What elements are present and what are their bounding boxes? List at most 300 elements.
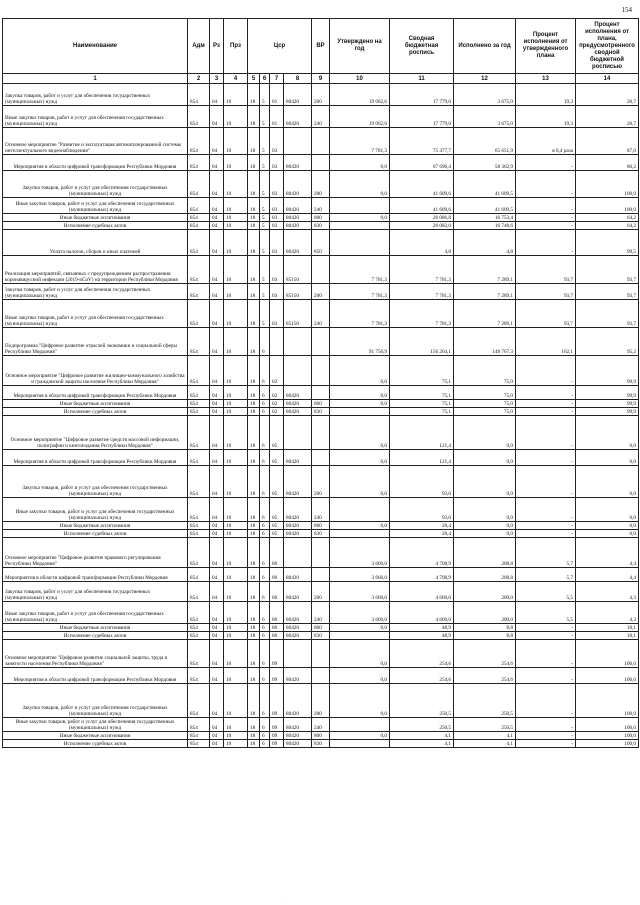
row-prz: 10 — [224, 732, 248, 740]
row-csr-4: 80420 — [284, 740, 312, 748]
row-consolidated: 75,1 — [390, 386, 454, 400]
row-vr: 830 — [312, 530, 330, 538]
row-rz: 04 — [210, 582, 224, 602]
row-vr: 240 — [312, 106, 330, 128]
header-executed: Исполнено за год — [454, 19, 516, 74]
scan-artifact: · · · · — [260, 896, 285, 901]
row-csr-1: 18 — [248, 222, 260, 230]
row-pct-consolidated: 100,0 — [576, 732, 639, 740]
row-adm: 854 — [188, 640, 210, 668]
row-approved — [330, 498, 390, 522]
row-executed: 75,0 — [454, 356, 516, 386]
row-csr-2: 6 — [260, 400, 270, 408]
row-rz: 04 — [210, 530, 224, 538]
row-rz: 04 — [210, 624, 224, 632]
row-executed: 7 289,1 — [454, 284, 516, 300]
row-approved: 7 781,3 — [330, 128, 390, 155]
column-number: 10 — [330, 74, 390, 84]
row-pct-consolidated: 99,9 — [576, 356, 639, 386]
row-name: Основное мероприятие "Цифровое развитие жилищно-коммунального хозяйства и гражданской защиты населения Республики Мордовия" — [3, 356, 188, 386]
row-vr: 800 — [312, 400, 330, 408]
row-executed: 65 651,9 — [454, 128, 516, 155]
row-approved: 0,0 — [330, 450, 390, 466]
row-name: Мероприятия в области цифровой трансформации Республики Мордовия — [3, 568, 188, 582]
row-consolidated: 75 477,7 — [390, 128, 454, 155]
row-adm: 854 — [188, 128, 210, 155]
row-csr-3: 03 — [270, 214, 284, 222]
row-prz: 10 — [224, 718, 248, 732]
row-adm: 854 — [188, 684, 210, 718]
row-executed: 3 675,0 — [454, 106, 516, 128]
row-pct-consolidated: 100,0 — [576, 740, 639, 748]
row-csr-4 — [284, 356, 312, 386]
table-row — [3, 400, 639, 408]
row-csr-2: 5 — [260, 84, 270, 106]
table-row — [3, 300, 639, 328]
row-approved: 0,0 — [330, 668, 390, 684]
table-row — [3, 416, 639, 450]
row-name: Основное мероприятие "Развитие и эксплуатация автоматизированной системы интеллектуального видеонаблюдения" — [3, 128, 188, 155]
row-approved: 0,0 — [330, 416, 390, 450]
header-csr: Цср — [248, 19, 312, 74]
table-row — [3, 522, 639, 530]
row-name: Основное мероприятие "Цифровое развитие социальной защиты, труда и занятости населения Республики Мордовия" — [3, 640, 188, 668]
column-number: 12 — [454, 74, 516, 84]
row-consolidated: 121,4 — [390, 416, 454, 450]
row-csr-3 — [270, 328, 284, 356]
row-name: Закупка товаров, работ и услуг для обеспечения государственных (муниципальных) нужд — [3, 171, 188, 198]
row-adm: 854 — [188, 214, 210, 222]
table-row — [3, 386, 639, 400]
row-name: Мероприятия в области цифровой трансформации Республики Мордовия — [3, 450, 188, 466]
row-csr-2: 5 — [260, 300, 270, 328]
row-prz: 10 — [224, 230, 248, 256]
row-vr: 240 — [312, 498, 330, 522]
row-name: Иные бюджетные ассигнования — [3, 624, 188, 632]
row-executed: 8,8 — [454, 632, 516, 640]
row-approved: 7 781,3 — [330, 256, 390, 284]
row-name: Иные закупки товаров, работ и услуг для обеспечения государственных (муниципальных) нужд — [3, 498, 188, 522]
row-executed: 75,0 — [454, 400, 516, 408]
row-prz: 10 — [224, 256, 248, 284]
row-csr-3: 02 — [270, 408, 284, 416]
row-adm: 854 — [188, 624, 210, 632]
row-rz: 04 — [210, 198, 224, 214]
row-prz: 10 — [224, 300, 248, 328]
row-csr-4: 80420 — [284, 602, 312, 624]
row-rz: 04 — [210, 106, 224, 128]
table-row — [3, 740, 639, 748]
row-pct-consolidated: 100,0 — [576, 668, 639, 684]
row-prz: 10 — [224, 522, 248, 530]
row-pct-plan: - — [516, 740, 576, 748]
row-csr-4 — [284, 128, 312, 155]
row-consolidated: 41 609,6 — [390, 198, 454, 214]
row-executed: 200,0 — [454, 602, 516, 624]
row-csr-4 — [284, 416, 312, 450]
row-csr-4: 80420 — [284, 230, 312, 256]
row-consolidated: 17 779,0 — [390, 106, 454, 128]
row-csr-4: 80420 — [284, 582, 312, 602]
row-vr — [312, 256, 330, 284]
row-approved — [330, 230, 390, 256]
row-csr-4 — [284, 328, 312, 356]
row-vr: 200 — [312, 582, 330, 602]
row-csr-3: 06 — [270, 582, 284, 602]
row-consolidated: 4 660,0 — [390, 602, 454, 624]
row-pct-plan: 5,5 — [516, 582, 576, 602]
row-pct-plan: 5,7 — [516, 568, 576, 582]
row-csr-4: 85150 — [284, 256, 312, 284]
row-prz: 10 — [224, 284, 248, 300]
row-approved: 19 062,6 — [330, 84, 390, 106]
header-row — [3, 19, 639, 74]
row-csr-2: 6 — [260, 632, 270, 640]
row-pct-consolidated: 64,2 — [576, 214, 639, 222]
row-executed: 0,0 — [454, 522, 516, 530]
row-vr — [312, 668, 330, 684]
row-pct-plan: - — [516, 230, 576, 256]
row-prz: 10 — [224, 668, 248, 684]
row-executed: 16 748,6 — [454, 222, 516, 230]
column-number: 4 — [224, 74, 248, 84]
row-name: Иные закупки товаров, работ и услуг для обеспечения государственных (муниципальных) нужд — [3, 602, 188, 624]
row-pct-plan: - — [516, 668, 576, 684]
row-rz: 04 — [210, 732, 224, 740]
table-row — [3, 568, 639, 582]
row-prz: 10 — [224, 466, 248, 498]
column-number: 13 — [516, 74, 576, 84]
row-prz: 10 — [224, 498, 248, 522]
row-executed: 254,6 — [454, 640, 516, 668]
row-rz: 04 — [210, 498, 224, 522]
row-csr-4: 80420 — [284, 568, 312, 582]
row-approved: 91 756,9 — [330, 328, 390, 356]
row-pct-plan: - — [516, 155, 576, 171]
row-prz: 10 — [224, 640, 248, 668]
row-csr-3: 02 — [270, 356, 284, 386]
row-pct-plan: - — [516, 522, 576, 530]
row-executed: 0,0 — [454, 498, 516, 522]
row-prz: 10 — [224, 602, 248, 624]
row-csr-3: 01 — [270, 106, 284, 128]
row-csr-1: 18 — [248, 284, 260, 300]
row-approved: 0,0 — [330, 684, 390, 718]
row-vr: 830 — [312, 408, 330, 416]
row-consolidated: 4 660,0 — [390, 582, 454, 602]
row-adm: 854 — [188, 416, 210, 450]
row-adm: 854 — [188, 530, 210, 538]
row-pct-consolidated: 99,9 — [576, 386, 639, 400]
header-adm: Адм — [188, 19, 210, 74]
row-rz: 04 — [210, 416, 224, 450]
row-csr-2: 6 — [260, 530, 270, 538]
row-csr-3: 09 — [270, 668, 284, 684]
row-name: Уплата налогов, сборов и иных платежей — [3, 230, 188, 256]
column-number-row — [3, 74, 639, 84]
row-csr-4: 80420 — [284, 718, 312, 732]
row-approved: 0,0 — [330, 356, 390, 386]
row-pct-consolidated: 86,2 — [576, 155, 639, 171]
budget-execution-table — [2, 18, 639, 748]
row-rz: 04 — [210, 230, 224, 256]
row-consolidated: 93,0 — [390, 466, 454, 498]
row-rz: 04 — [210, 538, 224, 568]
row-pct-consolidated: 0,0 — [576, 450, 639, 466]
row-csr-3: 09 — [270, 740, 284, 748]
row-csr-1: 18 — [248, 400, 260, 408]
row-pct-consolidated: 4,4 — [576, 538, 639, 568]
row-name: Закупка товаров, работ и услуг для обеспечения государственных (муниципальных) нужд — [3, 284, 188, 300]
table-row — [3, 356, 639, 386]
row-vr: 240 — [312, 300, 330, 328]
row-consolidated: 250,5 — [390, 684, 454, 718]
row-vr — [312, 568, 330, 582]
row-csr-2: 6 — [260, 522, 270, 530]
row-prz: 10 — [224, 624, 248, 632]
row-rz: 04 — [210, 684, 224, 718]
row-name: Закупка товаров, работ и услуг для обеспечения государственных (муниципальных) нужд — [3, 684, 188, 718]
row-csr-1: 18 — [248, 171, 260, 198]
row-csr-1: 18 — [248, 718, 260, 732]
row-csr-1: 18 — [248, 214, 260, 222]
row-vr — [312, 538, 330, 568]
row-pct-consolidated: 18,1 — [576, 632, 639, 640]
row-vr: 800 — [312, 732, 330, 740]
row-name: Закупка товаров, работ и услуг для обеспечения государственных (муниципальных) нужд — [3, 582, 188, 602]
header-consolidated: Сводная бюджетная роспись — [390, 19, 454, 74]
row-csr-2: 6 — [260, 624, 270, 632]
row-csr-2: 5 — [260, 214, 270, 222]
row-name: Иные бюджетные ассигнования — [3, 214, 188, 222]
row-csr-4: 80420 — [284, 632, 312, 640]
row-adm: 854 — [188, 356, 210, 386]
row-pct-consolidated: 99,9 — [576, 408, 639, 416]
table-body — [3, 84, 639, 748]
row-executed: 200,0 — [454, 582, 516, 602]
row-vr: 200 — [312, 284, 330, 300]
row-prz: 10 — [224, 106, 248, 128]
row-adm: 854 — [188, 740, 210, 748]
header-approved: Утверждено на год — [330, 19, 390, 74]
row-csr-1: 18 — [248, 582, 260, 602]
row-csr-4: 80420 — [284, 732, 312, 740]
row-csr-3: 03 — [270, 155, 284, 171]
row-adm: 854 — [188, 408, 210, 416]
row-vr: 200 — [312, 171, 330, 198]
row-csr-2: 6 — [260, 582, 270, 602]
row-csr-3: 05 — [270, 466, 284, 498]
row-vr: 830 — [312, 222, 330, 230]
row-vr: 830 — [312, 632, 330, 640]
row-name: Реализация мероприятий, связанных с предупреждением распространения коронавирусной инфекции (2019-nCoV) на территории Республики Мордовия — [3, 256, 188, 284]
row-rz: 04 — [210, 740, 224, 748]
row-csr-2: 6 — [260, 684, 270, 718]
table-row — [3, 582, 639, 602]
row-rz: 04 — [210, 328, 224, 356]
row-name: Иные бюджетные ассигнования — [3, 522, 188, 530]
row-approved: 0,0 — [330, 171, 390, 198]
row-pct-consolidated: 4,4 — [576, 568, 639, 582]
row-executed: 3 675,0 — [454, 84, 516, 106]
row-csr-4: 80420 — [284, 386, 312, 400]
row-prz: 10 — [224, 171, 248, 198]
row-pct-consolidated: 99,5 — [576, 230, 639, 256]
row-csr-2: 6 — [260, 568, 270, 582]
row-pct-consolidated: 64,2 — [576, 222, 639, 230]
row-vr: 240 — [312, 602, 330, 624]
row-pct-plan: - — [516, 640, 576, 668]
row-prz: 10 — [224, 416, 248, 450]
row-approved: 0,0 — [330, 400, 390, 408]
row-csr-3: 09 — [270, 640, 284, 668]
row-rz: 04 — [210, 171, 224, 198]
row-pct-plan: - — [516, 356, 576, 386]
row-adm: 854 — [188, 171, 210, 198]
row-approved — [330, 530, 390, 538]
row-csr-1: 18 — [248, 530, 260, 538]
row-csr-1: 18 — [248, 230, 260, 256]
row-pct-plan: в 8,4 раза — [516, 128, 576, 155]
row-prz: 10 — [224, 222, 248, 230]
row-rz: 04 — [210, 718, 224, 732]
column-number: 5 — [248, 74, 260, 84]
row-csr-3: 03 — [270, 230, 284, 256]
row-csr-4: 80420 — [284, 522, 312, 530]
row-approved — [330, 408, 390, 416]
row-consolidated: 41 609,6 — [390, 171, 454, 198]
row-pct-plan: - — [516, 450, 576, 466]
row-name: Исполнение судебных актов — [3, 408, 188, 416]
row-csr-4: 80420 — [284, 400, 312, 408]
row-csr-3: 03 — [270, 256, 284, 284]
row-consolidated: 67 696,4 — [390, 155, 454, 171]
row-csr-1: 18 — [248, 106, 260, 128]
row-name: Исполнение судебных актов — [3, 222, 188, 230]
row-vr: 850 — [312, 230, 330, 256]
row-csr-1: 18 — [248, 624, 260, 632]
row-pct-consolidated: 95,2 — [576, 328, 639, 356]
row-csr-1: 18 — [248, 668, 260, 684]
row-pct-consolidated: 100,0 — [576, 718, 639, 732]
row-name: Иные закупки товаров, работ и услуг для обеспечения государственных (муниципальных) нужд — [3, 718, 188, 732]
row-approved: 0,0 — [330, 466, 390, 498]
row-name: Иные бюджетные ассигнования — [3, 400, 188, 408]
row-rz: 04 — [210, 640, 224, 668]
table-row — [3, 640, 639, 668]
row-csr-2: 5 — [260, 155, 270, 171]
row-prz: 10 — [224, 632, 248, 640]
row-csr-3: 09 — [270, 684, 284, 718]
row-pct-plan: 93,7 — [516, 300, 576, 328]
row-approved: 3 660,0 — [330, 602, 390, 624]
row-pct-plan: - — [516, 732, 576, 740]
row-consolidated: 4 708,9 — [390, 568, 454, 582]
row-executed: 250,5 — [454, 718, 516, 732]
row-adm: 854 — [188, 155, 210, 171]
row-name: Исполнение судебных актов — [3, 632, 188, 640]
column-number: 1 — [3, 74, 188, 84]
row-approved: 0,0 — [330, 624, 390, 632]
header-pct-consolidated: Процент исполнения от плана, предусмотренного сводной бюджетной росписью — [576, 19, 639, 74]
row-consolidated: 254,6 — [390, 640, 454, 668]
row-pct-plan: - — [516, 171, 576, 198]
row-csr-2: 6 — [260, 450, 270, 466]
row-csr-3: 09 — [270, 718, 284, 732]
row-approved: 19 062,6 — [330, 106, 390, 128]
table-row — [3, 538, 639, 568]
row-csr-2: 6 — [260, 740, 270, 748]
row-consolidated: 48,9 — [390, 632, 454, 640]
row-pct-consolidated: 0,0 — [576, 498, 639, 522]
row-adm: 854 — [188, 538, 210, 568]
row-csr-1: 18 — [248, 356, 260, 386]
row-pct-plan: 93,7 — [516, 256, 576, 284]
row-csr-1: 18 — [248, 522, 260, 530]
table-row — [3, 632, 639, 640]
row-csr-1: 18 — [248, 632, 260, 640]
row-csr-4: 80420 — [284, 408, 312, 416]
column-number: 11 — [390, 74, 454, 84]
table-row — [3, 198, 639, 214]
row-csr-2: 6 — [260, 416, 270, 450]
row-csr-3: 03 — [270, 222, 284, 230]
row-csr-1: 18 — [248, 740, 260, 748]
row-csr-3: 03 — [270, 300, 284, 328]
row-name: Основное мероприятие "Цифровое развитие средств массовой информации, полиграфии и книгоиздания Республики Мордовия" — [3, 416, 188, 450]
row-adm: 854 — [188, 300, 210, 328]
row-rz: 04 — [210, 300, 224, 328]
row-pct-plan: - — [516, 400, 576, 408]
row-prz: 10 — [224, 84, 248, 106]
table-row — [3, 84, 639, 106]
row-pct-consolidated: 100,0 — [576, 171, 639, 198]
row-pct-consolidated: 99,9 — [576, 400, 639, 408]
row-csr-3: 05 — [270, 416, 284, 450]
row-csr-2: 5 — [260, 230, 270, 256]
row-consolidated: 28,4 — [390, 522, 454, 530]
row-csr-2: 6 — [260, 498, 270, 522]
row-prz: 10 — [224, 328, 248, 356]
row-csr-2: 5 — [260, 256, 270, 284]
row-pct-consolidated: 0,0 — [576, 416, 639, 450]
row-executed: 0,0 — [454, 416, 516, 450]
row-rz: 04 — [210, 668, 224, 684]
row-csr-1: 18 — [248, 386, 260, 400]
row-adm: 854 — [188, 522, 210, 530]
row-prz: 10 — [224, 568, 248, 582]
row-rz: 04 — [210, 400, 224, 408]
row-csr-2: 5 — [260, 222, 270, 230]
row-consolidated: 4 708,9 — [390, 538, 454, 568]
row-consolidated: 4,8 — [390, 230, 454, 256]
row-csr-3: 06 — [270, 632, 284, 640]
row-rz: 04 — [210, 128, 224, 155]
row-vr: 200 — [312, 466, 330, 498]
row-executed: 7 289,1 — [454, 300, 516, 328]
table-row — [3, 450, 639, 466]
row-csr-2: 6 — [260, 538, 270, 568]
row-consolidated: 7 781,3 — [390, 256, 454, 284]
column-number: 14 — [576, 74, 639, 84]
row-consolidated: 7 781,3 — [390, 284, 454, 300]
row-pct-consolidated: 93,7 — [576, 300, 639, 328]
row-csr-1: 18 — [248, 416, 260, 450]
row-pct-consolidated: 4,3 — [576, 582, 639, 602]
row-csr-3: 01 — [270, 84, 284, 106]
row-prz: 10 — [224, 386, 248, 400]
row-rz: 04 — [210, 256, 224, 284]
